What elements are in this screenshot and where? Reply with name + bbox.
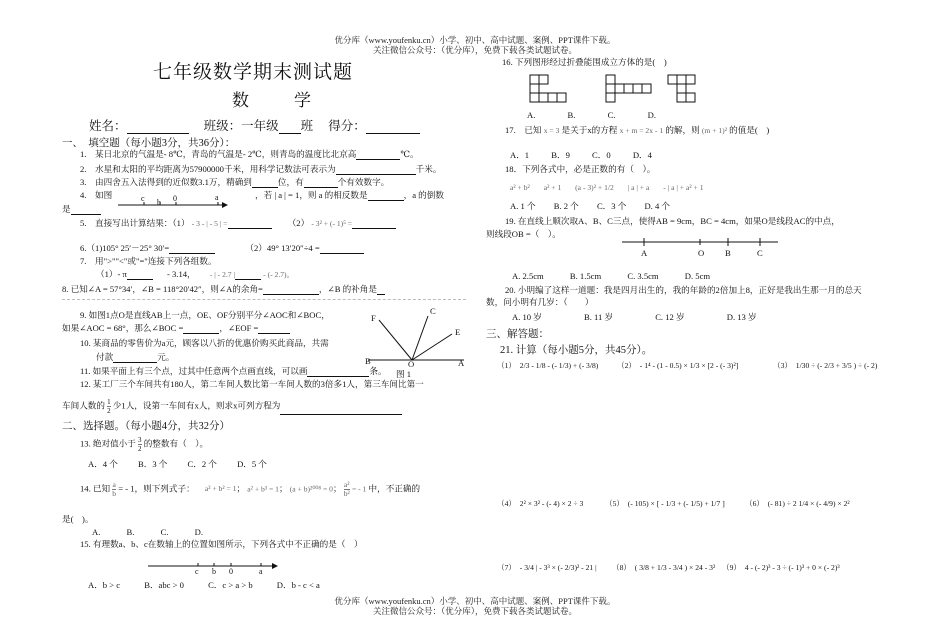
answer-blank[interactable]: [352, 219, 396, 229]
expr-18-2: a² + 1: [543, 183, 562, 192]
page-title: 七年级数学期末测试题: [153, 62, 354, 83]
question-10-cont: [96, 352, 174, 363]
fraction-one-half: [107, 398, 111, 415]
option-b[interactable]: B. 1.5cm: [569, 271, 602, 281]
axis-arrow: [222, 202, 228, 208]
calc-6: （6） (- 81) ÷ 2 1/4 × (- 4/9) × 2²: [745, 499, 850, 508]
option-c[interactable]: C．0: [592, 150, 611, 160]
expr-18-6: - | a | + a² + 1: [663, 183, 704, 192]
question-12: 12. 某工厂三个车间共有180人，第二车间人数比第一车间人数的3倍多1人，第三车间比第一: [80, 379, 424, 389]
answer-blank[interactable]: [377, 285, 385, 295]
question-14-options: [92, 527, 203, 538]
label-a: a: [215, 193, 219, 202]
option-a[interactable]: A. 2.5cm: [512, 271, 544, 281]
name-label: 姓名：: [89, 119, 127, 133]
point-o-label: O: [408, 359, 415, 369]
question-17-text-2: 是关于x的方程: [561, 125, 618, 135]
question-8: [62, 284, 385, 295]
fraction-a2-over-b2: $\frac{\text{a²}}{\text{b²}}$: [343, 480, 350, 498]
question-12-text-3: 少1人，设第一车间有x人，则求x可列方程为: [112, 400, 281, 411]
question-21: 21. 计算（每小题5分，共45分）。: [500, 345, 653, 356]
answer-blank[interactable]: [169, 244, 215, 254]
question-10-text-3: 元。: [157, 352, 175, 362]
question-4-text-2: ，a 的倒数: [403, 190, 444, 200]
fraction-denominator: 2: [107, 407, 111, 415]
calc-8: （8） ( 3/8 + 1/3 - 3/4 ) × 24 - 3²: [612, 563, 716, 572]
calc-1: （1） 2/3 - 1/8 - (- 1/3) + (- 3/8): [497, 361, 599, 370]
expr-18-1: a² + b²: [510, 183, 530, 192]
question-16: 16. 下列图形经过折叠能围成立方体的是( ): [502, 57, 667, 67]
option-b[interactable]: B. 2 个: [553, 201, 579, 211]
divider: [62, 299, 466, 300]
question-19-options: [512, 271, 710, 282]
answer-blank[interactable]: [320, 244, 364, 254]
option-d[interactable]: D. 5cm: [684, 271, 711, 281]
item-7-2b: - (- 2.7)。: [263, 270, 295, 279]
question-18: 18．下列各式中，必是正数的有（ ）。: [505, 164, 656, 174]
expr-17-1: x = 3: [543, 126, 560, 135]
expr-5-2-label: （2）: [287, 218, 310, 228]
figure-1-caption: 图 1: [396, 369, 412, 379]
answer-blank[interactable]: [127, 270, 153, 280]
figure-1-angles: [366, 310, 466, 366]
option-a[interactable]: A.: [527, 110, 536, 120]
question-4-text-3: 是: [62, 204, 71, 214]
calc-5: （5） (- 105) × [ - 1/3 + (- 1/5) + 1/7 ]: [605, 499, 725, 508]
question-2-unit: 千米。: [415, 164, 442, 174]
ray-of: [379, 320, 412, 360]
answer-blank[interactable]: [304, 178, 338, 188]
question-9: 9. 如图1点O是直线AB上一点，OE、OF分别平分∠AOC和∠BOC，: [80, 310, 330, 320]
option-a[interactable]: A．b > c: [88, 580, 121, 590]
label-c: c: [195, 567, 199, 576]
option-d[interactable]: D. 4 个: [644, 201, 671, 211]
answer-blank[interactable]: [113, 353, 157, 363]
point-c-label: C: [757, 248, 763, 258]
fraction-a-over-b: $\frac{a}{b}$: [112, 480, 117, 498]
net-c: [668, 75, 695, 102]
expr-18-4: + 1/2: [597, 183, 614, 192]
question-13-text: 13. 绝对值小于: [80, 438, 136, 449]
footer-line-1: 优分库（www.youfenku.cn）小学、初中、高中试题、案例、PPT课件下载。: [334, 596, 616, 606]
question-4: [255, 190, 444, 201]
expr-5-2: - 3² + (- 1)⁵ =: [311, 219, 353, 228]
option-c[interactable]: C. 12 岁: [655, 312, 685, 322]
cube-nets: [520, 73, 730, 107]
point-e-label: E: [455, 327, 461, 337]
question-14-cont: 是( )。: [62, 514, 94, 524]
question-9-cont: [62, 323, 290, 334]
class-label: 班级：一年级: [203, 119, 279, 133]
ray-oe: [412, 334, 452, 360]
question-7: 7. 用">""<"或"="连接下列各组数。: [80, 256, 217, 266]
calc-2: （2） - 1⁴ - (1 - 0.5) × 1/3 × [2 - (- 3)²]: [617, 361, 739, 370]
question-6-text: 6.（1)105° 25′－25° 30′=: [80, 243, 170, 253]
label-b: b: [212, 567, 216, 576]
question-7-items: [96, 269, 294, 280]
question-14-text: 14. 已知: [80, 483, 111, 494]
question-20-options: [512, 312, 757, 323]
option-a[interactable]: A. 10 岁: [512, 312, 542, 322]
question-16-options: [527, 110, 656, 121]
question-19: 19. 在直线上顺次取A、B、C三点，使得AB = 9cm，BC = 4cm，如果O是线段AC的中点，: [505, 216, 840, 226]
question-20-cont: 数，问小明有几岁：（ ）: [486, 297, 594, 307]
question-1-unit: ℃。: [400, 149, 419, 159]
question-17-options: [510, 150, 652, 161]
option-b[interactable]: B．abc > 0: [144, 580, 184, 590]
class-blank[interactable]: [279, 124, 301, 134]
score-blank[interactable]: [366, 124, 420, 134]
option-d[interactable]: D．5 个: [237, 459, 267, 469]
answer-blank[interactable]: [228, 219, 272, 229]
option-b[interactable]: B.: [567, 110, 576, 120]
point-f-label: F: [371, 313, 376, 323]
option-c[interactable]: C.: [607, 110, 616, 120]
segment-figure-q19: [620, 238, 780, 248]
question-1: [80, 149, 419, 160]
fraction-three-halves: [138, 436, 142, 453]
question-14-text-3: 中，不正确的: [368, 483, 421, 494]
expr-14-3: (a + b)²⁰⁰⁸ = 0: [289, 484, 333, 494]
question-17: [505, 125, 769, 136]
question-20: 20. 小明编了这样一道题：我是四月出生的，我的年龄的2倍加上8，正好是我出生那一月的总天: [505, 285, 862, 295]
question-15: 15. 有理数a、b、c在数轴上的位置如图所示，下列各式中不正确的是（ ）: [80, 539, 363, 549]
answer-blank[interactable]: [368, 191, 404, 201]
answer-blank[interactable]: [252, 178, 278, 188]
net-a: [530, 75, 566, 102]
option-c[interactable]: C.: [160, 527, 169, 537]
point-o-label: O: [698, 248, 705, 258]
name-blank[interactable]: [127, 124, 189, 134]
item-7-1: （1）- π: [96, 269, 127, 279]
question-9-text-2: 如果∠AOC = 68°，那么∠BOC =: [62, 323, 184, 333]
fraction-numerator: 1: [107, 398, 111, 406]
question-13: [80, 436, 208, 453]
point-a-label: A: [641, 248, 648, 258]
question-6-text-2: （2）49° 13′20″÷4 =: [245, 243, 320, 253]
question-3-mid: 位，有: [277, 177, 304, 187]
question-4-text: ，若 | a | = 1，则 a 的相反数是: [255, 190, 368, 200]
answer-blank[interactable]: [307, 367, 369, 377]
label-b: b: [157, 198, 161, 207]
question-12-text-2: 车间人数的: [62, 400, 105, 411]
expr-5-1: - 3 - | - 5 | =: [191, 219, 228, 228]
option-b[interactable]: B.: [126, 527, 135, 537]
class-suffix: 班: [300, 119, 314, 133]
label-c: c: [141, 194, 145, 203]
axis-arrow: [272, 563, 278, 569]
answer-blank[interactable]: [356, 150, 400, 160]
question-17-text-4: 的值是( ): [729, 125, 770, 135]
question-2: [80, 164, 441, 175]
footer-line-2: 关注微信公众号：（优分库），免费下载各类试题试卷。: [372, 606, 577, 616]
point-b-label: B: [725, 248, 731, 258]
question-18-options: [510, 201, 670, 212]
answer-blank[interactable]: [71, 205, 101, 215]
label-0: 0: [229, 567, 233, 576]
answer-blank[interactable]: [258, 324, 290, 334]
question-10-text-2: 付款: [96, 352, 114, 362]
point-b-label: B: [365, 356, 371, 366]
fraction-denominator: 2: [138, 445, 142, 453]
answer-blank[interactable]: [235, 270, 261, 280]
question-4-intro: 4. 如图: [80, 190, 113, 200]
option-c[interactable]: C．3 个: [596, 201, 627, 211]
expr-18-3: (a - 3)²: [575, 183, 596, 192]
expr-14-1: a² + b² = 1: [204, 484, 237, 494]
question-2-text: 2. 水星和太阳的平均距离为57900000千米，用科学记数法可表示为: [80, 164, 336, 174]
option-a[interactable]: A．1: [510, 150, 530, 160]
option-a[interactable]: A．4 个: [88, 459, 118, 469]
question-17-text-3: 的解，则: [665, 125, 700, 135]
option-d[interactable]: D.: [194, 527, 203, 537]
item-7-1b: - 3.14，: [167, 269, 196, 279]
option-c[interactable]: C. 3.5cm: [627, 271, 659, 281]
expr-17-2: x + m = 2x - 1: [619, 126, 664, 135]
option-b[interactable]: B．3 个: [138, 459, 168, 469]
option-d[interactable]: D. 13 岁: [726, 312, 757, 322]
option-b[interactable]: B．9: [551, 150, 570, 160]
student-info-row: [89, 116, 420, 134]
expr-17-3: (m + 1)²: [701, 126, 727, 135]
section-2-heading: 二、选择题。（每小题4分，共32分）: [62, 421, 230, 432]
expr-14-4: = - 1: [351, 484, 367, 494]
item-7-2: - | - 2.7 |: [209, 270, 235, 279]
question-6: [80, 243, 364, 254]
question-1-text: 1. 某日北京的气温是- 8℃，青岛的气温是- 2℃，则青岛的温度比北京高: [80, 149, 357, 159]
section-3-heading: 三、解答题：: [486, 329, 549, 340]
calc-7: （7） - 3/4 | - 3³ × (- 2/3)² - 21 |: [497, 563, 597, 572]
subject-title: 数 学: [232, 91, 325, 110]
question-5: [80, 218, 396, 229]
calc-4: （4） 2² × 3² - (- 4) × 2 ÷ 3: [497, 499, 584, 508]
option-c[interactable]: C．2 个: [187, 459, 217, 469]
option-a[interactable]: A.: [92, 527, 101, 537]
question-13-options: [88, 459, 267, 470]
header-line-2: 关注微信公众号：（优分库），免费下载各类试题试卷。: [372, 45, 577, 55]
label-a: a: [259, 567, 263, 576]
question-17-text: 17. 已知: [505, 125, 542, 135]
expr-18-5: | a | + a: [627, 183, 650, 192]
question-12-cont: [62, 398, 402, 415]
header-line-1: 优分库（www.youfenku.cn）小学、初中、高中试题、案例、PPT课件下载。: [334, 35, 616, 45]
option-b[interactable]: B. 11 岁: [584, 312, 614, 322]
point-c-label: C: [430, 306, 436, 316]
option-c[interactable]: C．c > a > b: [208, 580, 253, 590]
question-8-text-2: ，∠B 的补角是: [318, 284, 377, 294]
question-18-exprs: [510, 182, 704, 193]
label-0: 0: [173, 194, 177, 203]
question-14-text-2: = - 1，则下列式子：: [118, 483, 195, 494]
answer-blank[interactable]: [336, 165, 416, 175]
question-3: [80, 177, 389, 188]
fraction-numerator: 3: [138, 436, 142, 444]
net-b: [606, 75, 651, 102]
question-15-options: [88, 580, 320, 591]
score-label: 得分：: [328, 119, 366, 133]
option-d[interactable]: D.: [647, 110, 656, 120]
question-5-text: 5. 直接写出计算结果：（1）: [80, 218, 190, 228]
question-11-text: 11. 如果平面上有三个点，过其中任意两个点画直线，可以画: [80, 366, 308, 376]
section-1-heading: 一、 填空题（每小题3分，共36分）：: [62, 138, 236, 149]
calc-3: （3） 1/30 ÷ (- 2/3 + 3/5 ) ÷ (- 2): [773, 361, 878, 370]
question-3-text: 3. 由四舍五入法得到的近似数3.1万，精确到: [80, 177, 252, 187]
answer-blank[interactable]: [183, 324, 219, 334]
answer-blank[interactable]: [280, 405, 402, 415]
question-9-text-3: ，∠EOF =: [219, 323, 259, 333]
question-19-cont: 则线段OB =（ ）。: [486, 229, 561, 239]
question-13-text-2: 的整数有（ ）。: [143, 438, 209, 449]
question-3-end: 个有效数字。: [337, 177, 390, 187]
question-10: 10. 某商品的零售价为a元，顾客以八折的优惠价购买此商品，共需: [80, 338, 329, 348]
question-14: 14. 已知 $\frac{a}{b}$ = - 1，则下列式子： a² + b² = 1； a² + b³ = 1； (a + b)²⁰⁰⁸ = 0； $\frac{\text{a²}}{\text{b²}}$ = - 1 中，不正确的: [80, 480, 421, 498]
option-d[interactable]: D．4: [632, 150, 652, 160]
option-d[interactable]: D．b - c < a: [276, 580, 320, 590]
question-4-cont: [62, 204, 101, 215]
ray-oc: [412, 316, 428, 360]
calc-9: （9） 4 - (- 2)³ - 3 ÷ (- 1)³ + 0 × (- 2)³: [722, 563, 840, 572]
expr-14-2: a² + b³ = 1: [247, 484, 279, 494]
answer-blank[interactable]: [263, 285, 319, 295]
question-11-text-2: 条。: [369, 366, 387, 376]
point-a-label: A: [458, 358, 465, 368]
question-8-text: 8. 已知∠A = 57°34′，∠B = 118°20′42″，则∠A的余角=: [62, 284, 263, 294]
option-a[interactable]: A. 1 个: [510, 201, 536, 211]
question-11: [80, 366, 387, 377]
